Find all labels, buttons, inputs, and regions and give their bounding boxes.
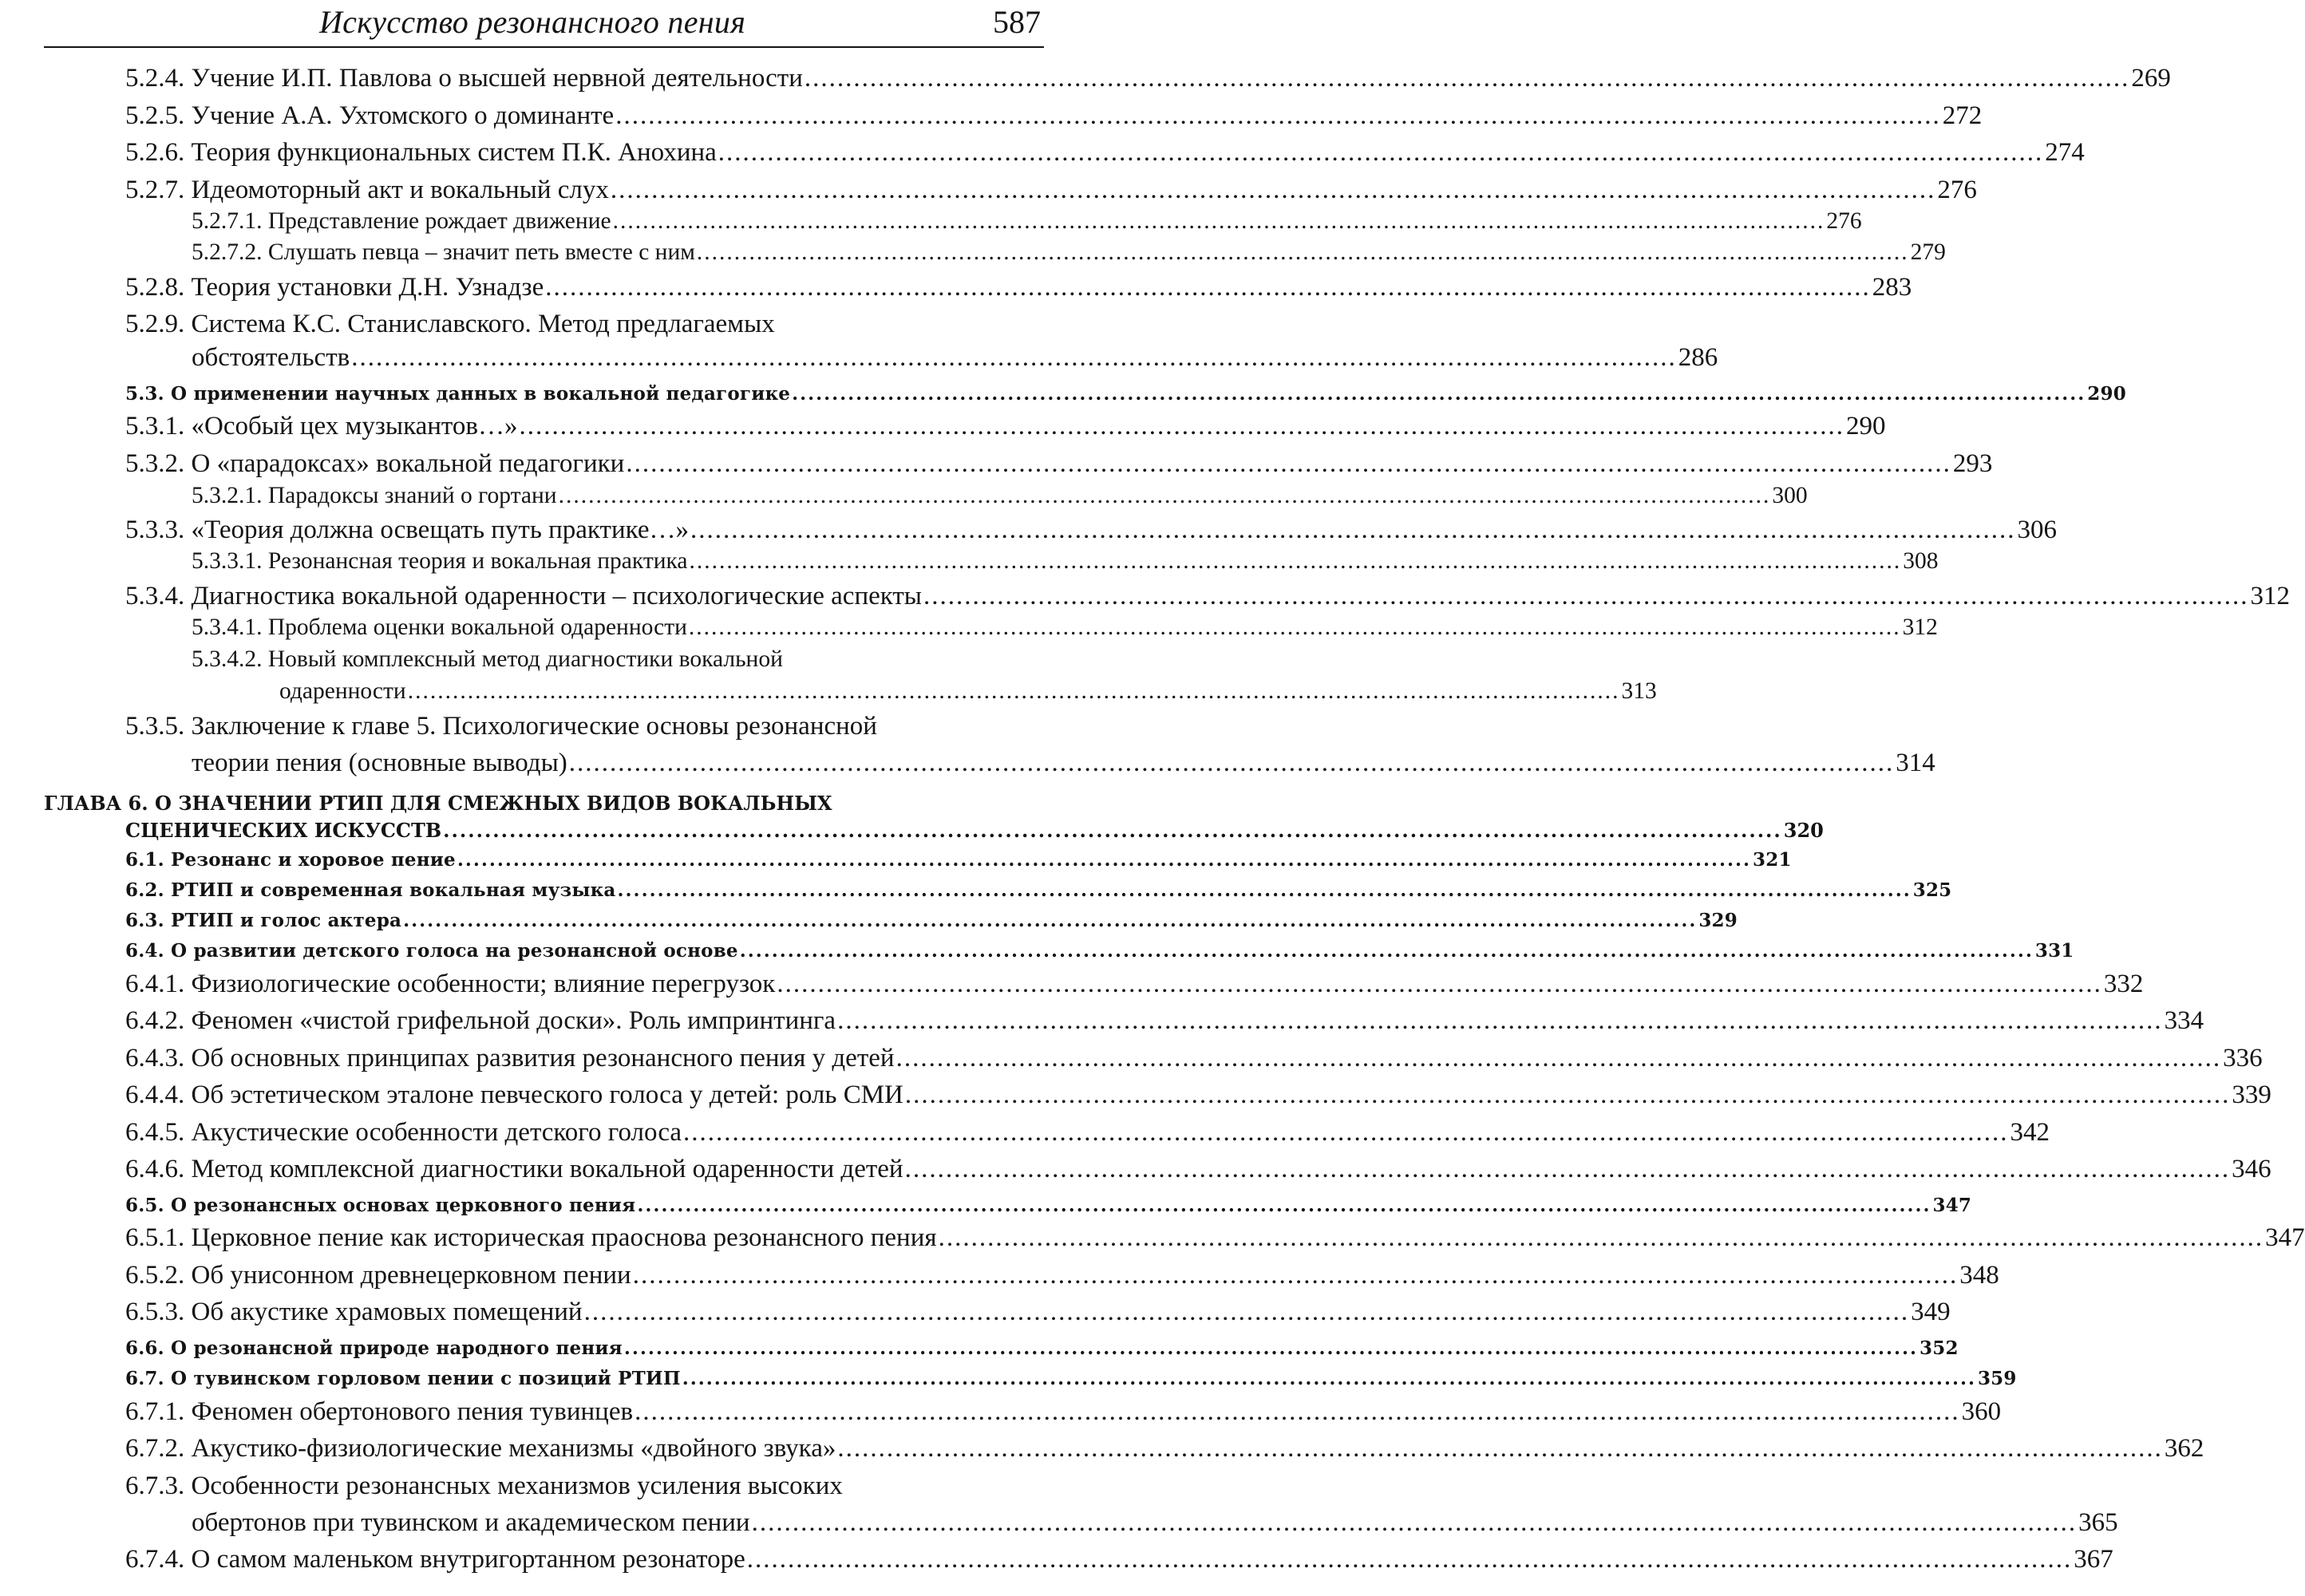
toc-entry[interactable]: 6.4.3. Об основных принципах развития резонансного пения у детей .................................................................................................................................................................. 336 (125, 1044, 2263, 1073)
toc-entry[interactable]: 5.2.9. Система К.С. Станиславского. Метод предлагаемых (125, 310, 775, 338)
toc-entry[interactable]: 6.4.5. Акустические особенности детского голоса .................................................................................................................................................................. 342 (125, 1118, 2050, 1147)
toc-entry[interactable]: 5.2.8. Теория установки Д.Н. Узнадзе .................................................................................................................................................................. 283 (125, 273, 1912, 302)
toc-entry[interactable]: 6.5.3. Об акустике храмовых помещений .................................................................................................................................................................. 349 (125, 1298, 1951, 1326)
toc-entry[interactable]: 5.3.3.1. Резонансная теория и вокальная практика .................................................................................................................................................................. 308 (192, 548, 1939, 574)
toc-section[interactable]: 6.6. О резонансной природе народного пения .................................................................................................................................................................. 352 (125, 1337, 1959, 1359)
toc-entry[interactable]: 5.2.5. Учение А.А. Ухтомского о доминанте .................................................................................................................................................................. 272 (125, 101, 1983, 130)
toc-entry[interactable]: 6.5.2. Об унисонном древнецерковном пении .................................................................................................................................................................. 348 (125, 1261, 1999, 1290)
toc-section[interactable]: 6.7. О тувинском горловом пении с позиций РТИП .................................................................................................................................................................. 359 (125, 1368, 2017, 1389)
toc-entry[interactable]: 6.4.4. Об эстетическом эталоне певческого голоса у детей: роль СМИ .................................................................................................................................................................. 339 (125, 1080, 2271, 1109)
page-number: 587 (993, 4, 1041, 40)
toc-entry[interactable]: 5.2.7.1. Представление рождает движение .................................................................................................................................................................. 276 (192, 208, 1862, 234)
toc-entry[interactable]: 6.7.3. Особенности резонансных механизмов усиления высоких (125, 1472, 843, 1500)
toc-section[interactable]: 6.4. О развитии детского голоса на резонансной основе .................................................................................................................................................................. 331 (125, 940, 2074, 962)
toc-entry[interactable]: 5.2.7. Идеомоторный акт и вокальный слух .................................................................................................................................................................. 276 (125, 176, 1977, 204)
toc-entry[interactable]: 6.7.1. Феномен обертонового пения тувинцев .................................................................................................................................................................. 360 (125, 1397, 2002, 1426)
toc-entry[interactable]: 6.7.4. О самом маленьком внутригортанном резонаторе .................................................................................................................................................................. 367 (125, 1545, 2113, 1574)
toc-chapter-continuation[interactable]: СЦЕНИЧЕСКИХ ИСКУССТВ .................................................................................................................................................................. 320 (125, 819, 1824, 842)
toc-entry[interactable]: 5.3.5. Заключение к главе 5. Психологические основы резонансной (125, 712, 877, 741)
toc-entry-continuation[interactable]: обстоятельств .................................................................................................................................................................. 286 (192, 343, 1718, 372)
toc-entry[interactable]: 6.4.6. Метод комплексной диагностики вокальной одаренности детей .................................................................................................................................................................. 346 (125, 1155, 2271, 1183)
toc-entry[interactable]: 5.3.3. «Теория должна освещать путь практике…» .................................................................................................................................................................. 306 (125, 516, 2057, 544)
toc-entry[interactable]: 5.3.2. О «парадоксах» вокальной педагогики .................................................................................................................................................................. 293 (125, 449, 1993, 478)
toc-section[interactable]: 6.5. О резонансных основах церковного пения .................................................................................................................................................................. 347 (125, 1195, 1972, 1216)
toc-entry[interactable]: 5.3.4.1. Проблема оценки вокальной одаренности .................................................................................................................................................................. 312 (192, 614, 1938, 640)
toc-entry[interactable]: 5.3.4. Диагностика вокальной одаренности – психологические аспекты .................................................................................................................................................................. 312 (125, 582, 2290, 610)
toc-section[interactable]: 5.3. О применении научных данных в вокальной педагогике .................................................................................................................................................................. 290 (125, 383, 2126, 405)
toc-entry[interactable]: 6.4.2. Феномен «чистой грифельной доски». Роль импринтинга .................................................................................................................................................................. 334 (125, 1006, 2204, 1035)
toc-entry[interactable]: 5.3.1. «Особый цех музыкантов…» .................................................................................................................................................................. 290 (125, 412, 1886, 440)
toc-entry[interactable]: 5.2.4. Учение И.П. Павлова о высшей нервной деятельности .................................................................................................................................................................. 269 (125, 64, 2171, 93)
toc-entry[interactable]: 5.2.7.2. Слушать певца – значит петь вместе с ним .................................................................................................................................................................. 279 (192, 239, 1946, 265)
toc-entry-continuation[interactable]: теории пения (основные выводы) .................................................................................................................................................................. 314 (192, 749, 1935, 777)
toc-section[interactable]: 6.3. РТИП и голос актера .................................................................................................................................................................. 329 (125, 910, 1738, 931)
toc-entry[interactable]: 6.7.2. Акустико-физиологические механизмы «двойного звука» .................................................................................................................................................................. 362 (125, 1434, 2204, 1463)
running-header (44, 0, 1044, 48)
toc-entry[interactable]: 5.3.4.2. Новый комплексный метод диагностики вокальной (192, 646, 783, 672)
toc-section[interactable]: 6.1. Резонанс и хоровое пение .................................................................................................................................................................. 321 (125, 849, 1792, 871)
book-title: Искусство резонансного пения (319, 4, 746, 40)
toc-entry-continuation[interactable]: одаренности .................................................................................................................................................................. 313 (279, 678, 1657, 704)
toc-chapter[interactable]: ГЛАВА 6. О ЗНАЧЕНИИ РТИП ДЛЯ СМЕЖНЫХ ВИДОВ ВОКАЛЬНЫХ (44, 792, 832, 815)
toc-section[interactable]: 6.2. РТИП и современная вокальная музыка .................................................................................................................................................................. 325 (125, 879, 1952, 901)
toc-entry[interactable]: 6.4.1. Физиологические особенности; влияние перегрузок .................................................................................................................................................................. 332 (125, 970, 2144, 998)
toc-entry[interactable]: 5.3.2.1. Парадоксы знаний о гортани .................................................................................................................................................................. 300 (192, 483, 1808, 508)
toc-entry[interactable]: 5.2.6. Теория функциональных систем П.К. Анохина .................................................................................................................................................................. 274 (125, 138, 2085, 167)
toc-entry[interactable]: 6.5.1. Церковное пение как историческая праоснова резонансного пения .................................................................................................................................................................. 347 (125, 1223, 2305, 1252)
toc-entry-continuation[interactable]: обертонов при тувинском и академическом пении .................................................................................................................................................................. 365 (192, 1508, 2118, 1537)
